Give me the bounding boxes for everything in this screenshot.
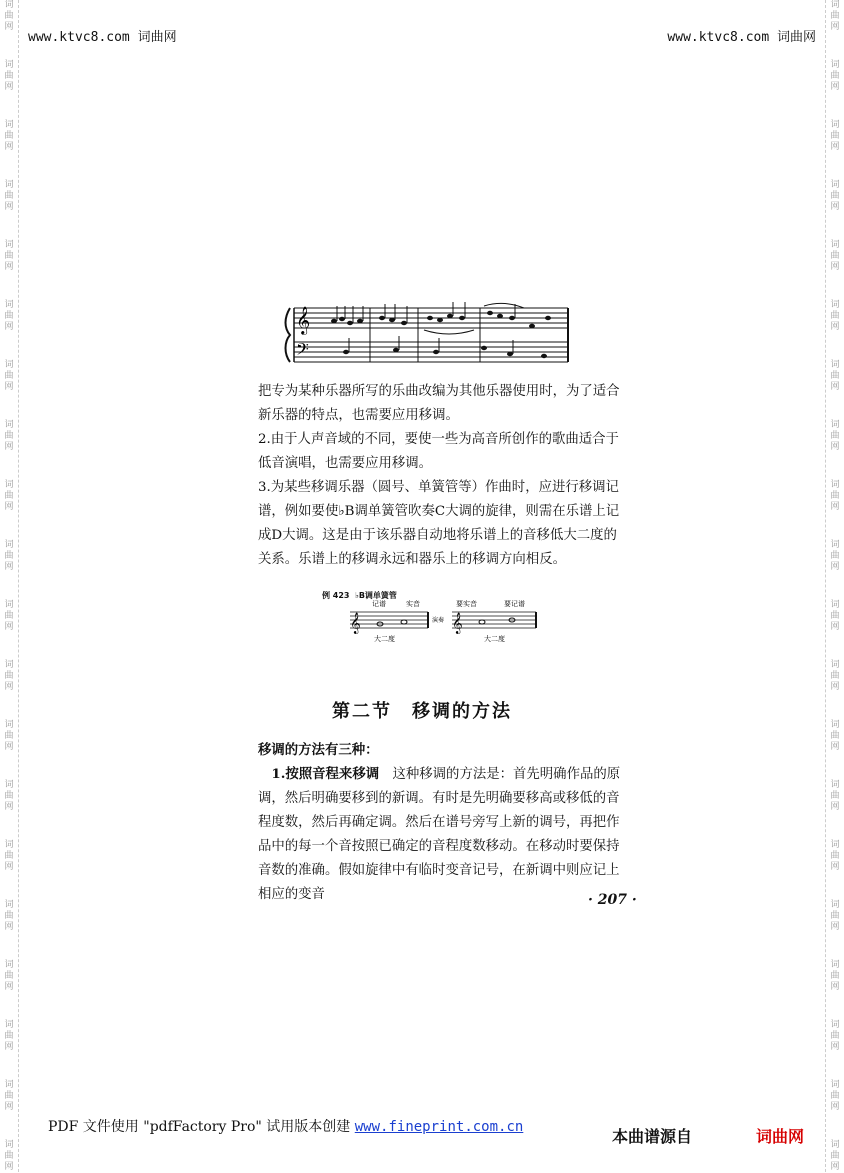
side-watermark: 词 曲 网	[4, 0, 14, 32]
side-watermark: 词 曲 网	[830, 360, 840, 392]
music-score-grand-staff	[284, 298, 574, 370]
method-1-heading: 1.按照音程来移调	[271, 766, 380, 782]
side-watermark: 词 曲 网	[830, 960, 840, 992]
side-watermark: 词 曲 网	[4, 960, 14, 992]
paragraph-2-text: 2.由于人声音域的不同，要使一些为高音所创作的歌曲适合于低音演唱，也需要应用移调。	[258, 432, 619, 471]
example-left-interval: 大二度	[374, 635, 395, 643]
right-watermark-strip	[825, 0, 844, 1172]
side-watermark: 词 曲 网	[4, 420, 14, 452]
side-watermark: 词 曲 网	[830, 900, 840, 932]
side-watermark: 词 曲 网	[830, 180, 840, 212]
side-watermark: 词 曲 网	[4, 600, 14, 632]
side-watermark: 词 曲 网	[830, 240, 840, 272]
side-watermark: 词 曲 网	[830, 120, 840, 152]
side-watermark: 词 曲 网	[830, 1080, 840, 1112]
paragraph-1	[258, 380, 630, 428]
side-watermark: 词 曲 网	[4, 540, 14, 572]
example-label: 例 423 ♭B调单簧管	[322, 591, 397, 600]
side-watermark: 词 曲 网	[4, 300, 14, 332]
paragraph-2	[258, 428, 630, 476]
header-site-left: www.ktvc8.com 词曲网	[28, 30, 177, 45]
side-watermark: 词 曲 网	[830, 720, 840, 752]
side-watermark: 词 曲 网	[830, 60, 840, 92]
side-watermark: 词 曲 网	[4, 900, 14, 932]
side-watermark: 词 曲 网	[830, 780, 840, 812]
example-423-score	[344, 598, 544, 644]
paragraph-5	[258, 762, 630, 907]
side-watermark: 词 曲 网	[830, 540, 840, 572]
left-watermark-strip	[0, 0, 19, 1172]
side-watermark: 词 曲 网	[830, 1140, 840, 1172]
paragraph-4-text: 移调的方法有三种：	[258, 742, 379, 758]
side-watermark: 词 曲 网	[830, 0, 840, 32]
example-right-label-1: 要实音	[456, 600, 477, 608]
side-watermark: 词 曲 网	[830, 600, 840, 632]
footer-text: PDF 文件使用 "pdfFactory Pro" 试用版本创建	[48, 1119, 351, 1135]
side-watermark: 词 曲 网	[4, 720, 14, 752]
side-watermark: 词 曲 网	[4, 1140, 14, 1172]
header-site-right: www.ktvc8.com 词曲网	[667, 30, 816, 45]
side-watermark: 词 曲 网	[830, 300, 840, 332]
pdf-footer	[48, 1116, 523, 1136]
svg-text:𝄞: 𝄞	[452, 613, 463, 634]
svg-text:𝄞: 𝄞	[296, 306, 311, 334]
side-watermark: 词 曲 网	[4, 360, 14, 392]
example-mid-label: 演奏	[432, 617, 445, 624]
example-right-interval: 大二度	[484, 635, 505, 643]
side-watermark: 词 曲 网	[4, 480, 14, 512]
paragraph-1-text: 把专为某种乐器所写的乐曲改编为其他乐器使用时，为了适合新乐器的特点，也需要应用移调。	[258, 384, 620, 423]
svg-text:𝄞: 𝄞	[350, 613, 361, 634]
page-number: · 207 ·	[588, 892, 637, 908]
source-label: 本曲谱源自	[612, 1127, 693, 1146]
side-watermark: 词 曲 网	[4, 780, 14, 812]
side-watermark: 词 曲 网	[4, 240, 14, 272]
side-watermark: 词 曲 网	[4, 840, 14, 872]
side-watermark: 词 曲 网	[4, 120, 14, 152]
side-watermark: 词 曲 网	[4, 60, 14, 92]
side-watermark: 词 曲 网	[830, 1020, 840, 1052]
paragraph-4	[258, 738, 630, 762]
site-logo: 词曲网	[756, 1127, 805, 1146]
example-right-label-2: 要记谱	[504, 600, 525, 608]
side-watermark: 词 曲 网	[4, 660, 14, 692]
section-title: 第二节 移调的方法	[332, 701, 512, 722]
side-watermark: 词 曲 网	[4, 1020, 14, 1052]
side-watermark: 词 曲 网	[830, 480, 840, 512]
svg-text:𝄢: 𝄢	[296, 339, 309, 363]
side-watermark: 词 曲 网	[4, 1080, 14, 1112]
footer-link[interactable]: www.fineprint.com.cn	[354, 1119, 524, 1135]
paragraph-3	[258, 476, 630, 572]
side-watermark: 词 曲 网	[830, 840, 840, 872]
side-watermark: 词 曲 网	[830, 660, 840, 692]
paragraph-5-text: 这种移调的方法是：首先明确作品的原调，然后明确要移到的新调。有时是先明确要移高或移低的音程度数，然后再确定调。然后在谱号旁写上新的调号，再把作品中的每一个音按照已确定的音程度数移动。在移动时要保持音数的准确。假如旋律中有临时变音记号，在新调中则应记上相应的变音	[258, 767, 621, 902]
example-left-label-1: 记谱	[372, 600, 386, 608]
example-left-label-2: 实音	[406, 600, 420, 608]
side-watermark: 词 曲 网	[830, 420, 840, 452]
side-watermark: 词 曲 网	[4, 180, 14, 212]
paragraph-3-text: 3.为某些移调乐器（圆号、单簧管等）作曲时，应进行移调记谱，例如要使♭B调单簧管吹奏C大调的旋律，则需在乐谱上记成D大调。这是由于该乐器自动地将乐谱上的音移低大二度的关系。乐谱上的移调永远和器乐上的移调方向相反。	[258, 480, 620, 567]
